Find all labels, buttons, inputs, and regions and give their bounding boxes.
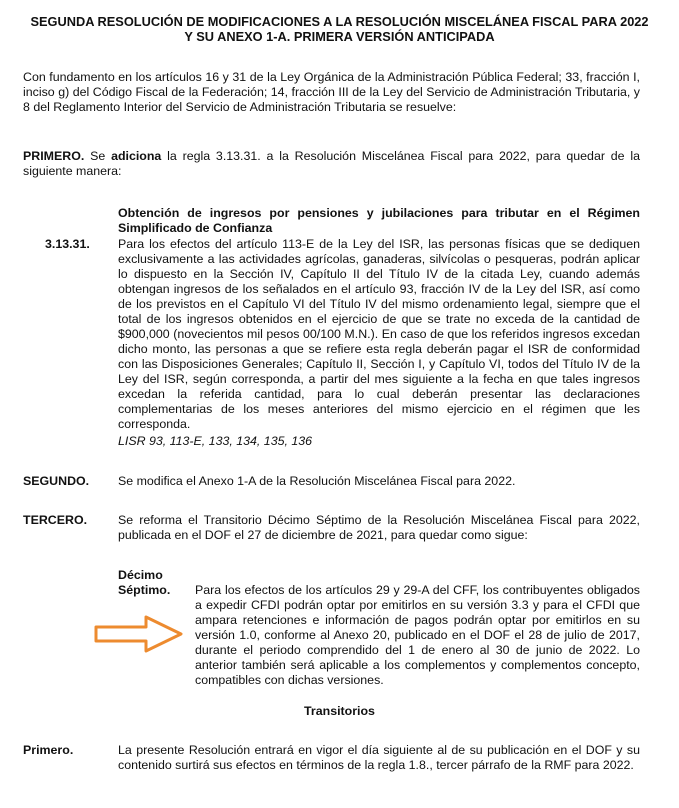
tercero-text: Se reforma el Transitorio Décimo Séptimo de la Resolución Miscelánea Fiscal para 2022, publicada en el DOF el 27 de diciembre de 2021, para quedar como sigue: [118, 513, 640, 542]
document-title-line-2: Y SU ANEXO 1-A. PRIMERA VERSIÓN ANTICIPADA [184, 29, 495, 44]
primero-label: PRIMERO. [23, 149, 85, 163]
transitorio-primero-label: Primero. [23, 743, 74, 757]
arrow-shape [96, 617, 181, 651]
decimo-label-2: Séptimo. [118, 583, 171, 597]
intro-paragraph: Con fundamento en los artículos 16 y 31 de la Ley Orgánica de la Administración Pública Federal; 33, fracción I, inciso g) del Código Fiscal de la Federación; 14, fracción III de la Ley del Servicio de Administración Tributaria, y 8 del Reglamento Interior del Servicio de Administración Tributaria se resuelve: [23, 70, 640, 114]
arrow-right-icon [94, 614, 184, 654]
primero-bold-word: adiciona [111, 149, 162, 163]
segundo-label: SEGUNDO. [23, 474, 90, 488]
document-title-line-1: SEGUNDA RESOLUCIÓN DE MODIFICACIONES A LA RESOLUCIÓN MISCELÁNEA FISCAL PARA 2022 [30, 14, 649, 29]
primero-rest: la regla 3.13.31. a la Resolución Miscelánea Fiscal para 2022, para quedar de la siguiente manera: [23, 149, 640, 178]
rule-heading: Obtención de ingresos por pensiones y jubilaciones para tributar en el Régimen Simplificado de Confianza [118, 206, 640, 235]
segundo-text: Se modifica el Anexo 1-A de la Resolución Miscelánea Fiscal para 2022. [118, 474, 516, 488]
tercero-label: TERCERO. [23, 513, 88, 527]
decimo-label-1: Décimo [118, 568, 163, 582]
transitorio-primero-text: La presente Resolución entrará en vigor el día siguiente al de su publicación en el DOF y su contenido surtirá sus efectos en términos de la regla 1.8., tercer párrafo de la RMF para 2022. [118, 743, 640, 772]
rule-body: Para los efectos del artículo 113-E de la Ley del ISR, las personas físicas que se dediquen exclusivamente a las actividades agrícolas, ganaderas, silvícolas o pesqueras, podrán aplicar lo dispuesto en la Sección IV, Capítulo II del Título IV de la citada Ley, cuando además obtengan ingresos de los señalados en el artículo 93, fracción IV de la Ley del ISR, así como de los previstos en el Capítulo VI del Título IV del mismo ordenamiento legal, siempre que el total de los ingresos obtenidos en el ejercicio de que se trate no exceda de la cantidad de $900,000 (novecientos mil pesos 00/100 M.N.). En caso de que los referidos ingresos excedan dicho monto, las personas a que se refiere esta regla deberán pagar el ISR de conformidad con las Disposiciones Generales; Capítulo II, Sección I, y Capítulo VI, todos del Título IV de la Ley del ISR, según corresponda, a partir del mes siguiente a la fecha en que tales ingresos excedan la referida cantidad, para lo cual deberán presentar las declaraciones complementarias de los meses anteriores del mismo ejercicio en el régimen que les corresponda. [118, 237, 640, 431]
rule-number: 3.13.31. [45, 237, 90, 251]
rule-reference: LISR 93, 113-E, 133, 134, 135, 136 [118, 434, 313, 448]
decimo-text: Para los efectos de los artículos 29 y 29-A del CFF, los contribuyentes obligados a expedir CFDI podrán optar por emitirlos en su versión 3.3 y para el CFDI que ampara retenciones e información de pagos podrán optar por emitirlos en su versión 1.0, conforme al Anexo 20, publicado en el DOF el 28 de julio de 2017, durante el periodo comprendido del 1 de enero al 30 de junio de 2022. Lo anterior también será aplicable a los complementos y complementos concepto, compatibles con dichas versiones. [195, 583, 640, 687]
primero-paragraph [23, 149, 640, 179]
primero-pre: Se [90, 149, 106, 163]
transitorios-heading: Transitorios [304, 704, 375, 718]
